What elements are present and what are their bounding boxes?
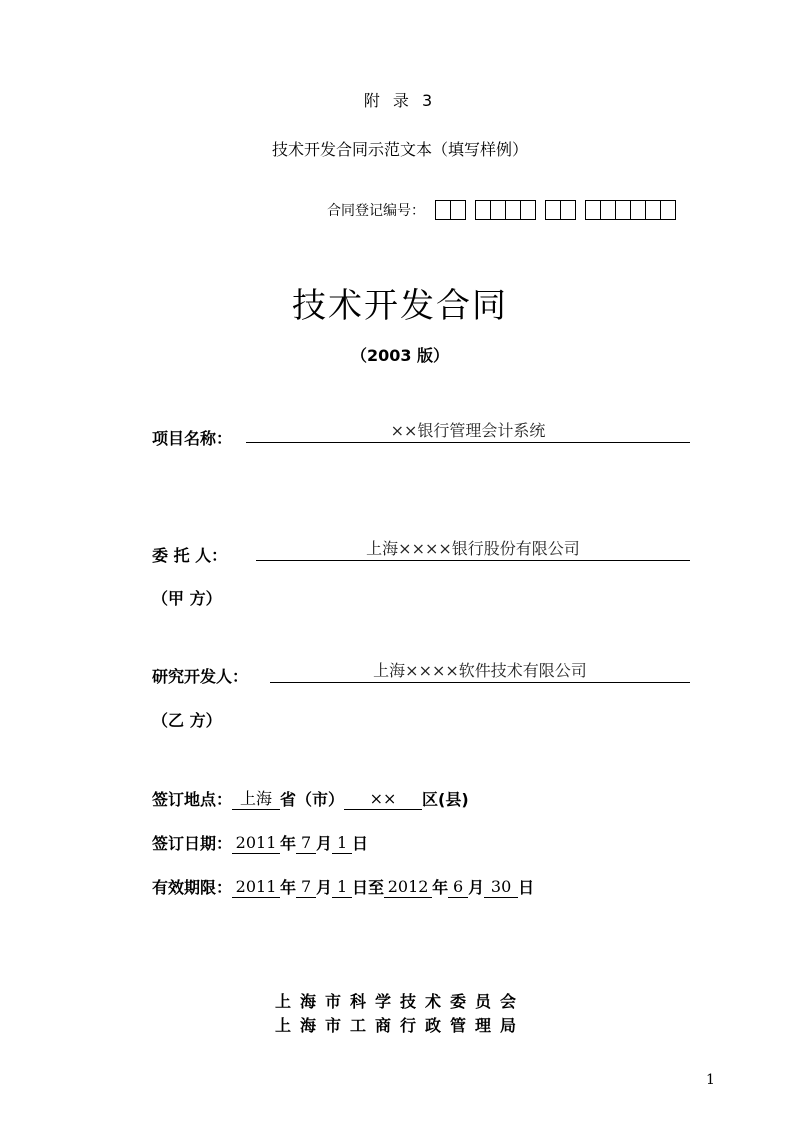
registration-digit-box[interactable] [585, 200, 601, 220]
registration-digit-box[interactable] [645, 200, 661, 220]
signing-date-label: 签订日期： [152, 834, 233, 853]
validity-label: 有效期限： [152, 878, 233, 897]
registration-digit-box[interactable] [630, 200, 646, 220]
registration-digit-box[interactable] [615, 200, 631, 220]
valid-from-month-field[interactable]: 7 [296, 877, 316, 898]
issuer-industry-commerce-bureau: 上海市工商行政管理局 [274, 1016, 525, 1035]
year-suffix: 年 [280, 878, 297, 897]
page-number: 1 [706, 1072, 715, 1088]
province-suffix: 省（市） [280, 790, 345, 809]
valid-to-month-field[interactable]: 6 [448, 877, 468, 898]
valid-to-year-field[interactable]: 2012 [384, 877, 432, 898]
signing-place-row [152, 789, 469, 810]
sign-day-field[interactable]: 1 [332, 833, 352, 854]
year-suffix: 年 [280, 834, 297, 853]
registration-digit-box[interactable] [490, 200, 506, 220]
validity-period-row [152, 877, 534, 898]
registration-boxes [425, 200, 675, 220]
party-a-label: （甲 方） [152, 589, 222, 608]
signing-place-label: 签订地点： [152, 790, 233, 809]
registration-digit-box[interactable] [520, 200, 536, 220]
district-field[interactable]: ×× [344, 789, 422, 810]
until-text: 日至 [352, 878, 385, 897]
project-name-label: 项目名称： [152, 429, 233, 448]
province-field[interactable]: 上海 [232, 789, 280, 810]
project-name-field[interactable]: ××银行管理会计系统 [246, 420, 690, 443]
day-suffix: 日 [518, 878, 535, 897]
registration-digit-box[interactable] [660, 200, 676, 220]
sign-month-field[interactable]: 7 [296, 833, 316, 854]
client-label: 委 托 人： [152, 546, 228, 565]
sign-year-field[interactable]: 2011 [232, 833, 280, 854]
contract-registration-number [327, 200, 675, 220]
contract-title: 技术开发合同 [292, 286, 508, 326]
registration-digit-box[interactable] [475, 200, 491, 220]
registration-label: 合同登记编号： [327, 203, 425, 219]
issuer-science-commission: 上海市科学技术委员会 [274, 992, 525, 1011]
registration-digit-box[interactable] [600, 200, 616, 220]
month-suffix: 月 [316, 834, 333, 853]
signing-date-row [152, 833, 368, 854]
month-suffix: 月 [468, 878, 485, 897]
valid-to-day-field[interactable]: 30 [484, 877, 518, 898]
month-suffix: 月 [316, 878, 333, 897]
valid-from-year-field[interactable]: 2011 [232, 877, 280, 898]
appendix-label: 附 录 3 [363, 91, 437, 110]
registration-digit-box[interactable] [450, 200, 466, 220]
developer-field[interactable]: 上海××××软件技术有限公司 [270, 660, 690, 683]
year-suffix: 年 [432, 878, 449, 897]
client-field[interactable]: 上海××××银行股份有限公司 [256, 538, 690, 561]
day-suffix: 日 [352, 834, 369, 853]
registration-digit-box[interactable] [435, 200, 451, 220]
version-label: （2003 版） [350, 346, 450, 365]
registration-box-group [585, 200, 675, 220]
valid-from-day-field[interactable]: 1 [332, 877, 352, 898]
registration-digit-box[interactable] [505, 200, 521, 220]
district-suffix: 区(县) [422, 790, 469, 809]
registration-box-group [435, 200, 465, 220]
document-subtitle: 技术开发合同示范文本（填写样例） [271, 140, 528, 159]
developer-label: 研究开发人： [152, 667, 249, 686]
registration-box-group [545, 200, 575, 220]
registration-box-group [475, 200, 535, 220]
registration-digit-box[interactable] [545, 200, 561, 220]
party-b-label: （乙 方） [152, 711, 222, 730]
registration-digit-box[interactable] [560, 200, 576, 220]
